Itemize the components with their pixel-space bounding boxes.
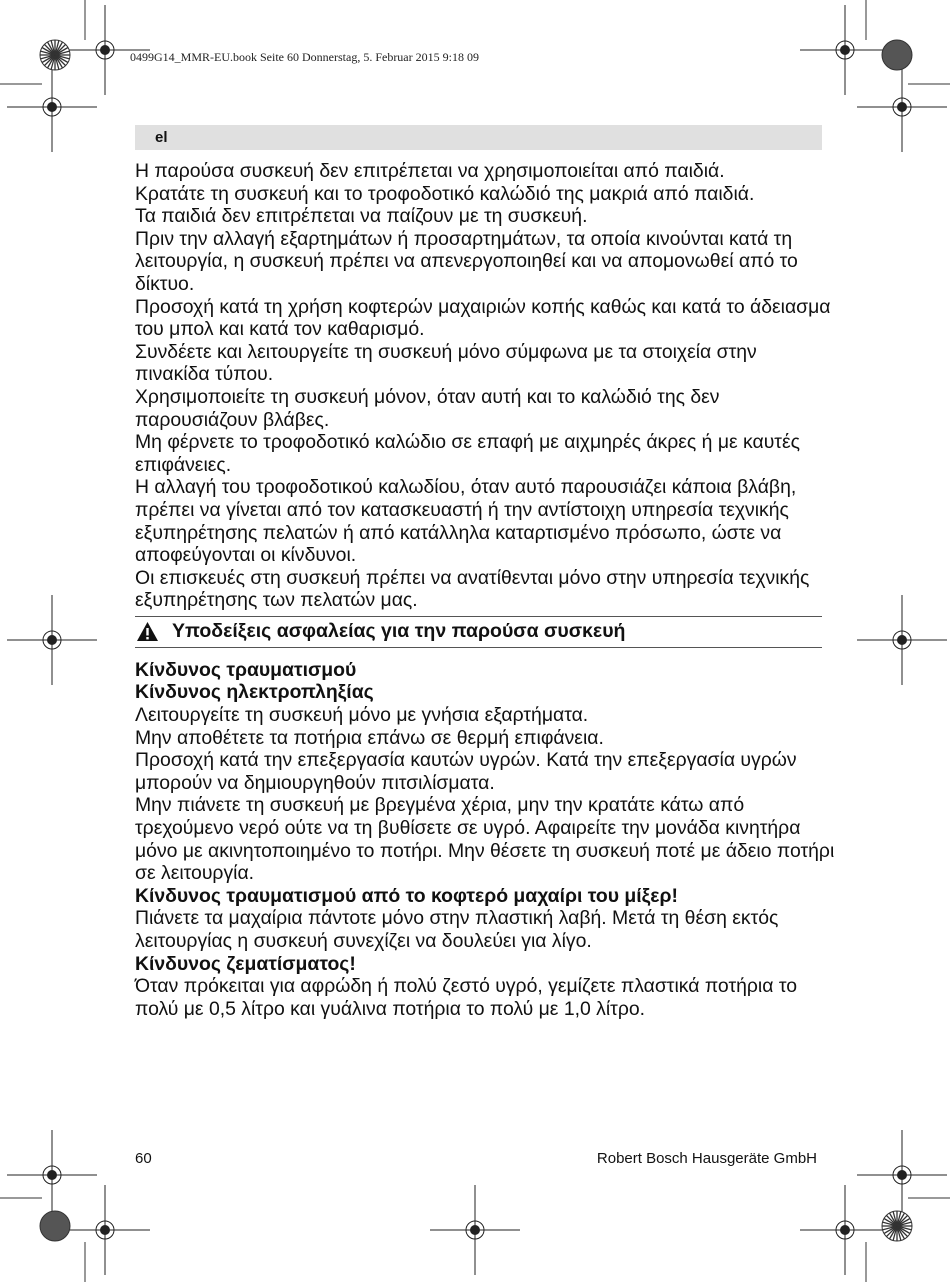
paragraph: Προσοχή κατά τη χρήση κοφτερών μαχαιριών κοπής καθώς και κατά το άδειασμα του μπολ και κατά τον καθαρισμό.	[135, 295, 831, 341]
paragraph: Οι επισκευές στη συσκευή πρέπει να ανατίθενται μόνο στην υπηρεσία τεχνικής εξυπηρέτησης των πελατών μας.	[135, 566, 810, 612]
heading-scalding: Κίνδυνος ζεματίσματος!	[135, 952, 356, 975]
book-file-header: 0499G14_MMR-EU.book Seite 60 Donnerstag, 5. Februar 2015 9:18 09	[130, 50, 479, 64]
registration-mark-icon	[800, 5, 890, 95]
heading-injury: Κίνδυνος τραυματισμού	[135, 658, 357, 681]
registration-mark-icon	[7, 595, 97, 685]
safety-section-header	[135, 616, 822, 648]
registration-mark-icon	[60, 1185, 150, 1275]
page-number: 60	[135, 1150, 152, 1167]
registration-dot-icon	[40, 1211, 70, 1241]
warning-triangle-icon	[136, 621, 159, 642]
registration-mark-icon	[800, 1185, 890, 1275]
paragraph: Η αλλαγή του τροφοδοτικού καλωδίου, όταν αυτό παρουσιάζει κάποια βλάβη, πρέπει να γίνεται από τον κατασκευαστή ή την αντίστοιχη υπηρεσία τεχνικής εξυπηρέτησης πελατών ή από κατάλληλα καταρτισμένο πρόσωπο, ώστε να αποφεύγονται οι κίνδυνοι.	[135, 476, 797, 567]
language-tag: el	[155, 129, 168, 146]
registration-mark-icon	[430, 1185, 520, 1275]
heading-blade-injury: Κίνδυνος τραυματισμού από το κοφτερό μαχαίρι του μίξερ!	[135, 884, 678, 907]
registration-mark-icon	[857, 595, 947, 685]
registration-dot-icon	[40, 40, 70, 70]
language-bar	[135, 125, 822, 150]
scald-text: Όταν πρόκειται για αφρώδη ή πολύ ζεστό υγρό, γεμίζετε πλαστικά ποτήρια το πολύ με 0,5 λίτρο και γυάλινα ποτήρια το πολύ με 1,0 λίτρο.	[135, 975, 797, 1020]
registration-mark-icon	[857, 62, 947, 152]
registration-dot-icon	[882, 40, 912, 70]
safety-line: Μην πιάνετε τη συσκευή με βρεγμένα χέρια, μην την κρατάτε κάτω από τρεχούμενο νερό ούτε να τη βυθίσετε σε υγρό. Αφαιρείτε την μονάδα κινητήρα μόνο με ακινητοποιημένο το ποτήρι. Μην θέσετε τη συσκευή ποτέ με άδειο ποτήρι σε λειτουργία.	[135, 794, 835, 885]
section-title: Υποδείξεις ασφαλείας για την παρούσα συσκευή	[172, 619, 626, 642]
safety-line: Λειτουργείτε τη συσκευή μόνο με γνήσια εξαρτήματα.	[135, 704, 589, 727]
paragraph: Τα παιδιά δεν επιτρέπεται να παίζουν με τη συσκευή.	[135, 205, 588, 228]
registration-mark-icon	[7, 1130, 97, 1220]
safety-line: Προσοχή κατά την επεξεργασία καυτών υγρών. Κατά την επεξεργασία υγρών μπορούν να δημιουργηθούν πιτσιλίσματα.	[135, 749, 797, 794]
registration-mark-icon	[857, 1130, 947, 1220]
paragraph: Μη φέρνετε το τροφοδοτικό καλώδιο σε επαφή με αιχμηρές άκρες ή με καυτές επιφάνειες.	[135, 431, 800, 476]
safety-line: Μην αποθέτετε τα ποτήρια επάνω σε θερμή επιφάνεια.	[135, 726, 604, 749]
paragraph: Η παρούσα συσκευή δεν επιτρέπεται να χρησιμοποιείται από παιδιά.	[135, 160, 725, 182]
paragraph: Κρατάτε τη συσκευή και το τροφοδοτικό καλώδιό της μακριά από παιδιά.	[135, 182, 755, 205]
paragraph: Συνδέετε και λειτουργείτε τη συσκευή μόνο σύμφωνα με τα στοιχεία στην πινακίδα τύπου.	[135, 340, 757, 386]
paragraph: Πριν την αλλαγή εξαρτημάτων ή προσαρτημάτων, τα οποία κινούνται κατά τη λειτουργία, η συσκευή πρέπει να απενεργοποιηθεί και να απομονωθεί από το δίκτυο.	[135, 227, 798, 295]
paragraph: Χρησιμοποιείτε τη συσκευή μόνον, όταν αυτή και το καλώδιό της δεν παρουσιάζουν βλάβες.	[135, 385, 720, 431]
registration-dot-icon	[882, 1211, 912, 1241]
heading-electric-shock: Κίνδυνος ηλεκτροπληξίας	[135, 681, 374, 704]
company-name: Robert Bosch Hausgeräte GmbH	[596, 1150, 817, 1167]
blade-text: Πιάνετε τα μαχαίρια πάντοτε μόνο στην πλαστική λαβή. Μετά τη θέση εκτός λειτουργίας η συσκευή συνεχίζει να δουλεύει για λίγο.	[135, 907, 779, 952]
registration-mark-icon	[7, 62, 97, 152]
manual-content	[135, 160, 835, 1020]
